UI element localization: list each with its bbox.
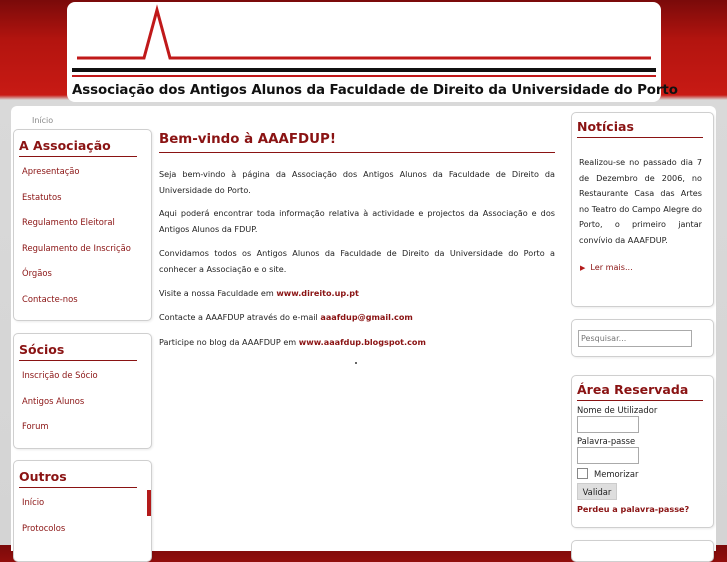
blog-paragraph (159, 335, 555, 351)
menu-outros (13, 460, 152, 562)
blog-text: Participe no blog da AAAFDUP em (159, 337, 299, 347)
menu-item-apresentacao[interactable]: Apresentação (22, 166, 80, 176)
menu-associacao-title: A Associação (19, 138, 137, 157)
menu-item-contacte-nos[interactable]: Contacte-nos (22, 293, 78, 304)
site-title: Associação dos Antigos Alunos da Faculdade de Direito da Universidade do Porto (72, 83, 678, 98)
remember-row (577, 468, 713, 479)
username-field[interactable] (577, 416, 639, 433)
menu-item-protocolos[interactable]: Protocolos (22, 522, 66, 533)
menu-item-regulamento-inscricao[interactable]: Regulamento de Inscrição (22, 242, 131, 253)
separator-dot (355, 362, 357, 364)
forgot-password-link[interactable]: Perdeu a palavra-passe? (577, 504, 690, 514)
menu-item-orgaos[interactable]: Órgãos (22, 268, 52, 278)
username-label: Nome de Utilizador (577, 405, 658, 415)
menu-associacao (13, 129, 152, 321)
password-field[interactable] (577, 447, 639, 464)
site-header (67, 2, 678, 102)
email-link[interactable]: aaafdup@gmail.com (320, 312, 413, 322)
faculty-text: Visite a nossa Faculdade em (159, 288, 277, 298)
news-title: Notícias (577, 119, 703, 138)
menu-socios (13, 333, 152, 449)
breadcrumb[interactable]: Início (32, 116, 54, 125)
news-read-more-label: Ler mais... (590, 262, 633, 272)
login-module (571, 375, 714, 528)
menu-item-inscricao-socio[interactable]: Inscrição de Sócio (22, 370, 98, 380)
page-title: Bem-vindo à AAAFDUP! (159, 132, 555, 153)
extra-module (571, 540, 714, 562)
remember-checkbox[interactable] (577, 468, 588, 479)
main-content (159, 132, 555, 347)
news-read-more[interactable] (580, 262, 713, 272)
login-submit-button[interactable]: Validar (577, 483, 617, 500)
login-title: Área Reservada (577, 382, 703, 401)
menu-item-forum[interactable]: Forum (22, 421, 49, 431)
menu-outros-title: Outros (19, 469, 137, 488)
news-module (571, 112, 714, 307)
menu-item-inicio[interactable]: Início (14, 490, 151, 516)
faculty-link[interactable]: www.direito.up.pt (276, 288, 359, 298)
contact-paragraph (159, 310, 555, 326)
contact-text: Contacte a AAAFDUP através do e-mail (159, 312, 321, 322)
info-paragraph: Aqui poderá encontrar toda informação relativa à actividade e projectos da Associação e dos Antigos Alunos da FDUP. (159, 208, 555, 234)
search-input[interactable] (578, 330, 692, 347)
faculty-paragraph (159, 286, 555, 302)
blog-link[interactable]: www.aaafdup.blogspot.com (298, 337, 426, 347)
menu-item-estatutos[interactable]: Estatutos (22, 191, 62, 202)
welcome-paragraph: Seja bem-vindo à página da Associação dos Antigos Alunos da Faculdade de Direito da Universidade do Porto. (159, 169, 555, 195)
remember-label: Memorizar (594, 468, 639, 479)
menu-socios-title: Sócios (19, 342, 137, 361)
invite-paragraph: Convidamos todos os Antigos Alunos da Faculdade de Direito da Universidade do Porto a conhecer a Associação e o site. (159, 248, 555, 274)
menu-item-regulamento-eleitoral[interactable]: Regulamento Eleitoral (22, 217, 115, 227)
search-module (571, 319, 714, 357)
menu-item-antigos-alunos[interactable]: Antigos Alunos (22, 395, 85, 406)
news-text: Realizou-se no passado dia 7 de Dezembro de 2006, no Restaurante Casa das Artes no Teatro do Campo Alegre do Porto, o primeiro jantar convívio da AAAFDUP. (579, 157, 702, 245)
arrow-right-icon: ▶ (580, 264, 586, 272)
password-label: Palavra-passe (577, 436, 636, 446)
